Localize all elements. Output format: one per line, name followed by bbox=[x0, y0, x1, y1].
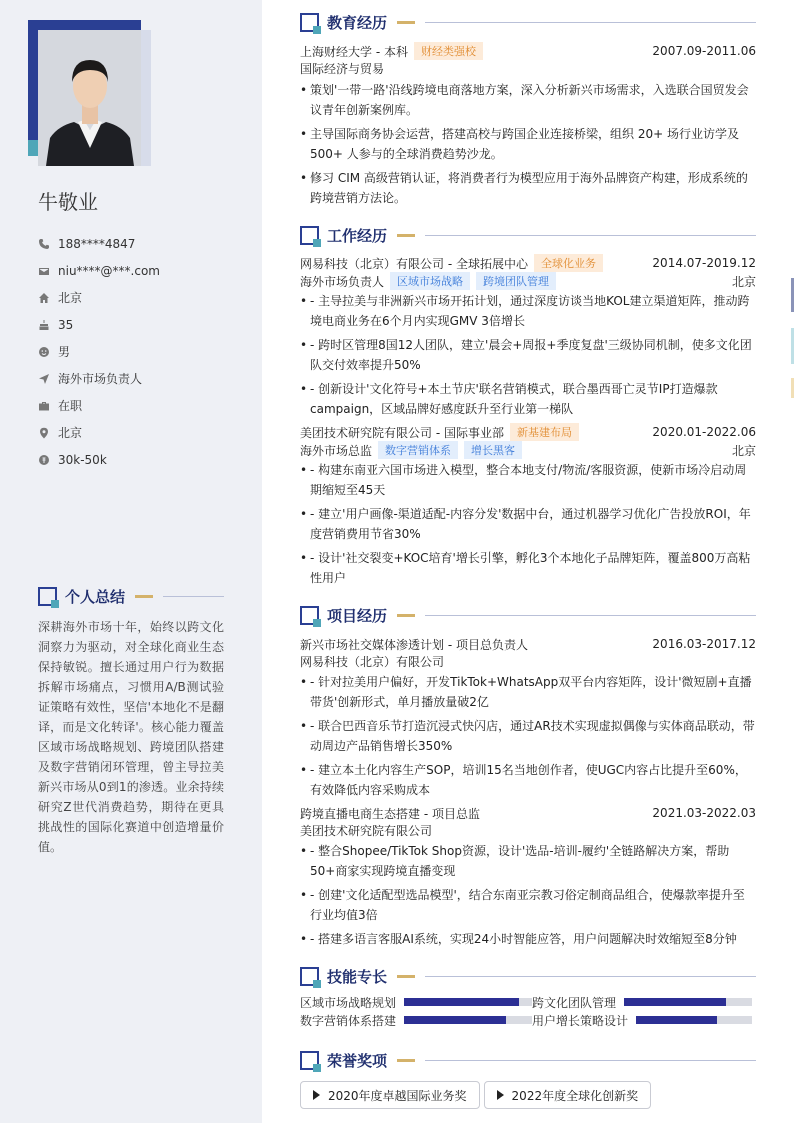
section-dash bbox=[397, 975, 415, 978]
section-dash bbox=[135, 595, 153, 598]
photo-backdrop bbox=[141, 30, 151, 166]
list-item: • 修习 CIM 高级营销认证，将消费者行为模型应用于海外品牌资产构建，形成系统的跨境营销方法论。 bbox=[300, 168, 756, 208]
play-arrow-icon bbox=[313, 1090, 320, 1100]
section-square-icon bbox=[300, 226, 319, 245]
section-title: 荣誉奖项 bbox=[327, 1051, 388, 1070]
work-section bbox=[300, 224, 756, 592]
summary-text: 深耕海外市场十年，始终以跨文化洞察力为驱动，对全球化商业生态保持敏锐。擅长通过用户行为数据拆解市场痛点，习惯用A/B测试验证策略有效性，坚信'本地化不是翻译，而是文化转译'。核心能力覆盖区域市场战略规划、跨境团队搭建及数字营销闭环管理，曾主导拉美新兴市场从0到1的渗透。业余持续研究Z世代消费趋势，期待在更具挑战性的国际化赛道中创造增量价值。 bbox=[38, 620, 224, 854]
job-skill-tag: 跨境团队管理 bbox=[476, 272, 556, 290]
info-position bbox=[38, 365, 248, 392]
info-text: 188****4847 bbox=[58, 236, 136, 251]
summary-heading bbox=[38, 585, 224, 607]
list-item: • - 构建东南亚六国市场进入模型，整合本地支付/物流/客服资源，使新市场冷启动周期缩短至45天 bbox=[300, 460, 756, 500]
list-item: • - 搭建多语言客服AI系统，实现24小时智能应答，用户问题解决时效缩短至8分钟 bbox=[300, 929, 756, 949]
info-text: 北京 bbox=[58, 426, 83, 440]
job-period: 2020.01-2022.06 bbox=[652, 425, 756, 439]
skill-bar-fill bbox=[404, 1016, 506, 1024]
section-dash bbox=[397, 1059, 415, 1062]
info-salary bbox=[38, 446, 248, 473]
project-entry bbox=[300, 635, 756, 800]
project-bullets bbox=[300, 841, 756, 949]
section-title: 技能专长 bbox=[327, 967, 388, 986]
section-divider bbox=[425, 235, 756, 236]
info-text: 男 bbox=[58, 345, 71, 359]
skill-bar-fill bbox=[636, 1016, 717, 1024]
education-heading bbox=[300, 11, 756, 33]
skill-name: 数字营销体系搭建 bbox=[300, 1013, 397, 1028]
education-section bbox=[300, 11, 756, 212]
section-divider bbox=[425, 1060, 756, 1061]
job-role: 海外市场负责人 bbox=[300, 274, 385, 289]
section-title: 个人总结 bbox=[65, 587, 126, 606]
project-name: 跨境直播电商生态搭建 - 项目总监 bbox=[300, 806, 480, 821]
education-major: 国际经济与贸易 bbox=[300, 62, 385, 76]
gender-icon bbox=[38, 346, 50, 358]
awards-heading bbox=[300, 1049, 756, 1071]
skill-name: 跨文化团队管理 bbox=[532, 995, 617, 1010]
mail-icon bbox=[38, 265, 50, 277]
skill-bar bbox=[624, 998, 752, 1006]
section-square-icon bbox=[300, 606, 319, 625]
skills-section bbox=[300, 965, 756, 1029]
list-item: • - 主导拉美与非洲新兴市场开拓计划，通过深度访谈当地KOL建立渠道矩阵，推动跨境电商业务在6个月内实现GMV 3倍增长 bbox=[300, 291, 756, 331]
job-entry bbox=[300, 254, 756, 419]
play-arrow-icon bbox=[497, 1090, 504, 1100]
location-icon bbox=[38, 427, 50, 439]
list-item: • - 跨时区管理8国12人团队，建立'晨会+周报+季度复盘'三级协同机制，使多文化团队交付效率提升50% bbox=[300, 335, 756, 375]
project-period: 2021.03-2022.03 bbox=[652, 806, 756, 820]
awards-section bbox=[300, 1049, 756, 1109]
skill-bar-fill bbox=[404, 998, 519, 1006]
awards-list bbox=[300, 1081, 756, 1109]
skill-bar bbox=[404, 998, 532, 1006]
project-company: 网易科技（北京）有限公司 bbox=[300, 655, 445, 669]
job-role: 海外市场总监 bbox=[300, 443, 373, 458]
skills-row bbox=[300, 993, 756, 1011]
cake-icon bbox=[38, 319, 50, 331]
work-heading bbox=[300, 224, 756, 246]
skills-grid bbox=[300, 993, 756, 1029]
project-name: 新兴市场社交媒体渗透计划 - 项目总负责人 bbox=[300, 637, 528, 652]
section-square-icon bbox=[300, 967, 319, 986]
skill-item bbox=[532, 1012, 756, 1029]
list-item: • - 针对拉美用户偏好，开发TikTok+WhatsApp双平台内容矩阵，设计'微短剧+直播带货'创新形式，单月播放量破2亿 bbox=[300, 672, 756, 712]
info-text: 海外市场负责人 bbox=[58, 372, 143, 386]
info-text: 北京 bbox=[58, 291, 83, 305]
info-text: niu****@***.com bbox=[58, 263, 160, 278]
list-item: • - 创建'文化适配型选品模型'，结合东南亚宗教习俗定制商品组合，使爆款率提升至行业均值3倍 bbox=[300, 885, 756, 925]
info-text: 35 bbox=[58, 317, 74, 332]
avatar bbox=[38, 30, 141, 166]
job-company: 美团技术研究院有限公司 - 国际事业部 bbox=[300, 425, 504, 440]
skills-heading bbox=[300, 965, 756, 987]
project-header-row bbox=[300, 804, 756, 822]
section-dash bbox=[397, 614, 415, 617]
job-role-row bbox=[300, 272, 756, 290]
job-header-row bbox=[300, 423, 756, 441]
job-skill-tag: 数字营销体系 bbox=[378, 441, 458, 459]
skill-name: 用户增长策略设计 bbox=[532, 1013, 629, 1028]
info-home bbox=[38, 284, 248, 311]
phone-icon bbox=[38, 238, 50, 250]
skills-row bbox=[300, 1011, 756, 1029]
info-email bbox=[38, 257, 248, 284]
project-bullets bbox=[300, 672, 756, 800]
skill-item bbox=[532, 994, 756, 1011]
section-title: 教育经历 bbox=[327, 13, 388, 32]
info-text: 30k-50k bbox=[58, 452, 107, 467]
job-city: 北京 bbox=[731, 443, 756, 458]
education-bullets bbox=[300, 80, 756, 208]
list-item: • - 建立本土化内容生产SOP，培训15名当地创作者，使UGC内容占比提升至60%，有效降低内容采购成本 bbox=[300, 760, 756, 800]
school-name: 上海财经大学 - 本科 bbox=[300, 44, 408, 59]
job-city: 北京 bbox=[731, 274, 756, 289]
projects-heading bbox=[300, 604, 756, 626]
section-divider bbox=[425, 22, 756, 23]
education-period: 2007.09-2011.06 bbox=[652, 44, 756, 58]
project-period: 2016.03-2017.12 bbox=[652, 637, 756, 651]
home-icon bbox=[38, 292, 50, 304]
list-item: • - 整合Shopee/TikTok Shop资源，设计'选品-培训-履约'全链路解决方案，帮助50+商家实现跨境直播变现 bbox=[300, 841, 756, 881]
salary-icon bbox=[38, 454, 50, 466]
skill-name: 区域市场战略规划 bbox=[300, 995, 397, 1010]
skill-item bbox=[300, 1012, 532, 1029]
job-period: 2014.07-2019.12 bbox=[652, 256, 756, 270]
info-status bbox=[38, 392, 248, 419]
info-text: 在职 bbox=[58, 399, 83, 413]
candidate-name: 牛敬业 bbox=[38, 190, 98, 214]
photo-accent bbox=[28, 140, 38, 156]
section-dash bbox=[397, 21, 415, 24]
list-item: • 策划'一带一路'沿线跨境电商落地方案，深入分析新兴市场需求，入选联合国贸发会议青年创新案例库。 bbox=[300, 80, 756, 120]
job-bullets bbox=[300, 460, 756, 588]
section-divider bbox=[425, 615, 756, 616]
info-gender bbox=[38, 338, 248, 365]
send-icon bbox=[38, 373, 50, 385]
project-company: 美团技术研究院有限公司 bbox=[300, 824, 433, 838]
section-divider bbox=[163, 596, 224, 597]
list-item: • - 建立'用户画像-渠道适配-内容分发'数据中台，通过机器学习优化广告投放ROI，年度营销费用节省30% bbox=[300, 504, 756, 544]
info-age bbox=[38, 311, 248, 338]
project-header-row bbox=[300, 635, 756, 653]
sidebar bbox=[0, 0, 262, 1123]
job-skill-tag: 增长黑客 bbox=[464, 441, 522, 459]
award-chip bbox=[300, 1081, 480, 1109]
info-phone bbox=[38, 230, 248, 257]
job-company-tag: 新基建布局 bbox=[510, 423, 579, 441]
list-item: • 主导国际商务协会运营，搭建高校与跨国企业连接桥梁，组织 20+ 场行业访学及 500+ 人参与的全球消费趋势沙龙。 bbox=[300, 124, 756, 164]
section-square-icon bbox=[300, 1051, 319, 1070]
info-location bbox=[38, 419, 248, 446]
list-item: • - 设计'社交裂变+KOC培育'增长引擎，孵化3个本地化子品牌矩阵，覆盖800万高粘性用户 bbox=[300, 548, 756, 588]
section-divider bbox=[425, 976, 756, 977]
school-tag: 财经类强校 bbox=[414, 42, 483, 60]
job-entry bbox=[300, 423, 756, 588]
section-dash bbox=[397, 234, 415, 237]
section-square-icon bbox=[38, 587, 57, 606]
job-role-row bbox=[300, 441, 756, 459]
section-title: 工作经历 bbox=[327, 226, 388, 245]
job-company-tag: 全球化业务 bbox=[534, 254, 603, 272]
project-entry bbox=[300, 804, 756, 949]
skill-item bbox=[300, 994, 532, 1011]
projects-section bbox=[300, 604, 756, 953]
job-header-row bbox=[300, 254, 756, 272]
job-company: 网易科技（北京）有限公司 - 全球拓展中心 bbox=[300, 256, 528, 271]
award-name: 2020年度卓越国际业务奖 bbox=[328, 1088, 467, 1103]
skill-bar bbox=[404, 1016, 532, 1024]
skill-bar bbox=[636, 1016, 752, 1024]
job-bullets bbox=[300, 291, 756, 419]
skill-bar-fill bbox=[624, 998, 726, 1006]
briefcase-icon bbox=[38, 400, 50, 412]
section-square-icon bbox=[300, 13, 319, 32]
list-item: • - 联合巴西音乐节打造沉浸式快闪店，通过AR技术实现虚拟偶像与实体商品联动，带动周边产品销售增长350% bbox=[300, 716, 756, 756]
list-item: • - 创新设计'文化符号+本土节庆'联名营销模式，联合墨西哥亡灵节IP打造爆款campaign，区域品牌好感度跃升至行业第一梯队 bbox=[300, 379, 756, 419]
job-skill-tag: 区域市场战略 bbox=[390, 272, 470, 290]
contact-info-list bbox=[38, 230, 248, 473]
award-chip bbox=[484, 1081, 652, 1109]
education-header-row bbox=[300, 42, 756, 60]
section-title: 项目经历 bbox=[327, 606, 388, 625]
award-name: 2022年度全球化创新奖 bbox=[511, 1088, 639, 1103]
